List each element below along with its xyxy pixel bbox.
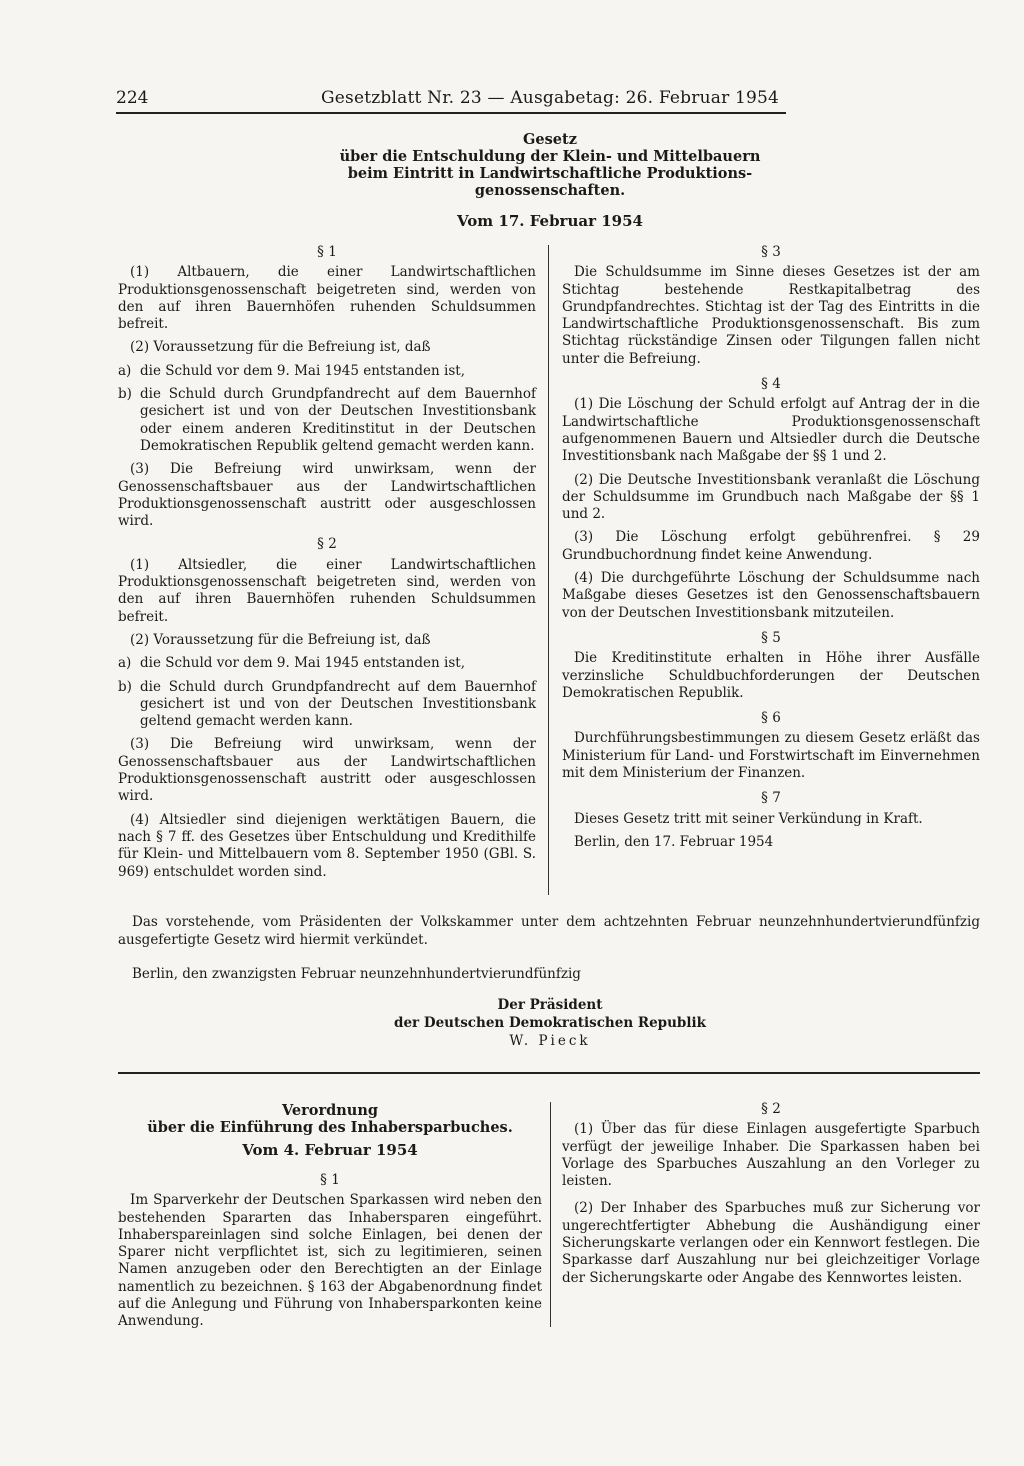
- promulgation-date: Berlin, den zwanzigsten Februar neunzehnhundertvierundfünfzig: [132, 966, 581, 982]
- law-s7-heading: § 7: [761, 790, 781, 807]
- law-s1-item-a: [118, 363, 536, 380]
- ordinance-title: Verordnung: [282, 1102, 378, 1119]
- law-s2-item-b-text: die Schuld durch Grundpfandrecht auf dem Bauernhof gesichert ist und von der Deutschen Investitionsbank geltend gemacht werden kann.: [140, 678, 536, 730]
- law-place-date: Berlin, den 17. Februar 1954: [574, 833, 774, 850]
- law-s5-heading: § 5: [761, 629, 781, 646]
- law-s2-p4: (4) Altsiedler sind diejenigen werktätigen Bauern, die nach § 7 ff. des Gesetzes über Entschuldung und Kredithilfe für Klein- und Mittelbauern vom 8. September 1950 (GBl. S. 969) entschuldet worden sind.: [118, 811, 536, 880]
- law-s4-heading: § 4: [761, 376, 781, 393]
- law-s2-p3: (3) Die Befreiung wird unwirksam, wenn der Genossenschaftsbauer aus der Landwirtschaftlichen Produktionsgenossenschaft austritt oder ausgeschlossen wird.: [118, 736, 536, 805]
- law-subtitle-line-1: über die Entschuldung der Klein- und Mittelbauern: [339, 148, 761, 165]
- ordinance-left-column: [118, 1168, 542, 1337]
- ordinance-date: Vom 4. Februar 1954: [242, 1141, 418, 1159]
- law-title: Gesetz: [523, 131, 577, 148]
- law-s2-item-a-text: die Schuld vor dem 9. Mai 1945 entstanden ist,: [140, 655, 465, 672]
- law-s3-heading: § 3: [761, 244, 781, 260]
- law-s4-p4: (4) Die durchgeführte Löschung der Schuldsumme nach Maßgabe dieses Gesetzes ist den Genossenschaftsbauern von der Deutschen Investitionsbank mitzuteilen.: [562, 570, 980, 621]
- law-s1-p2: (2) Voraussetzung für die Befreiung ist, daß: [130, 339, 431, 356]
- law-s1-heading: § 1: [317, 244, 337, 260]
- law-s2-p1: (1) Altsiedler, die einer Landwirtschaftlichen Produktionsgenossenschaft beigetreten sind, werden von den auf ihren Bauernhöfen ruhenden Schuldsummen befreit.: [118, 556, 536, 625]
- ordinance-right-column: [562, 1097, 980, 1293]
- law-s6-heading: § 6: [761, 710, 781, 727]
- ordinance-s1-p1: Im Sparverkehr der Deutschen Sparkassen wird neben den bestehenden Spararten das Inhabersparen eingeführt. Inhaberspareinlagen sind solche Einlagen, bei denen der Sparer nicht verpflichtet ist, sich zu legitimieren, seinen Namen anzugeben oder den Berechtigten an der Einlage namentlich zu bezeichnen. § 163 der Abgabenordnung findet auf die Anlegung und Führung von Inhabersparkonten keine Anwendung.: [118, 1192, 542, 1330]
- ordinance-s2-heading: § 2: [761, 1101, 781, 1117]
- law-s4-p2: (2) Die Deutsche Investitionsbank veranlaßt die Löschung der Schuldsumme im Grundbuch nach Maßgabe der §§ 1 und 2.: [562, 471, 980, 523]
- law-s2-heading: § 2: [317, 536, 337, 553]
- law-s2-p2: (2) Voraussetzung für die Befreiung ist, daß: [130, 631, 431, 648]
- law-s4-p1: (1) Die Löschung der Schuld erfolgt auf Antrag der in die Landwirtschaftliche Produktionsgenossenschaft aufgenommenen Bauern und Altsiedler durch die Deutsche Investitionsbank nach Maßgabe der §§ 1 und 2.: [562, 396, 980, 465]
- law-date: Vom 17. Februar 1954: [457, 212, 643, 230]
- ordinance-s2-p1: (1) Über das für diese Einlagen ausgefertigte Sparbuch verfügt der jeweilige Inhaber. Die Sparkassen haben bei Vorlage des Sparbuches Auszahlung an den Vorleger zu leisten.: [562, 1121, 980, 1190]
- law-s4-p3: (3) Die Löschung erfolgt gebührenfrei. § 29 Grundbuchordnung findet keine Anwendung.: [562, 529, 980, 563]
- section-separator: [118, 1072, 980, 1074]
- ordinance-column-divider: [550, 1102, 551, 1327]
- law-s6-p1: Durchführungsbestimmungen zu diesem Gesetz erläßt das Ministerium für Land- und Forstwirtschaft im Einvernehmen mit dem Ministerium der Finanzen.: [562, 730, 980, 782]
- law-s2-item-b: [118, 679, 536, 731]
- ordinance-subtitle: über die Einführung des Inhabersparbuches.: [147, 1119, 513, 1136]
- ordinance-s2-p2: (2) Der Inhaber des Sparbuches muß zur Sicherung vor ungerechtfertigter Abhebung die Aushändigung einer Sicherungskarte verlangen oder ein Kennwort festlegen. Die Sparkasse darf Auszahlung nur bei gleichzeitiger Vorlage der Sicherungskarte oder Angabe des Kennwortes leisten.: [562, 1200, 980, 1286]
- law-s2-item-a-label: a): [118, 655, 132, 672]
- law-right-column: [562, 240, 980, 857]
- law-s2-item-a: [118, 655, 536, 672]
- law-s3-p1: Die Schuldsumme im Sinne dieses Gesetzes ist der am Stichtag bestehende Restkapitalbetrag des Grundpfandrechtes. Stichtag ist der Tag des Eintritts in die Landwirtschaftliche Produktionsgenossenschaft. Bis zum Stichtag rückständige Zinsen oder Tilgungen fallen nicht unter die Befreiung.: [562, 264, 980, 367]
- ordinance-s1-heading: § 1: [320, 1172, 340, 1188]
- signer-name: W. Pieck: [509, 1033, 591, 1049]
- law-s1-item-a-text: die Schuld vor dem 9. Mai 1945 entstanden ist,: [140, 362, 465, 379]
- law-s1-item-a-label: a): [118, 362, 132, 379]
- law-s1-item-b-label: b): [118, 386, 132, 403]
- column-divider: [548, 245, 549, 895]
- law-s1-p1: (1) Altbauern, die einer Landwirtschaftlichen Produktionsgenossenschaft beigetreten sind, werden von den auf ihren Bauernhöfen ruhenden Schuldsummen befreit.: [118, 264, 536, 333]
- signature-block: [320, 996, 780, 1050]
- law-title-block: [300, 131, 800, 199]
- page-number: 224: [116, 88, 149, 108]
- law-subtitle-line-2: beim Eintritt in Landwirtschaftliche Produktions-: [347, 165, 753, 182]
- law-s1-p3: (3) Die Befreiung wird unwirksam, wenn der Genossenschaftsbauer aus der Landwirtschaftlichen Produktionsgenossenschaft austritt oder ausgeschlossen wird.: [118, 461, 536, 530]
- law-subtitle-line-3: genossenschaften.: [474, 182, 626, 199]
- law-s2-item-b-label: b): [118, 678, 132, 695]
- law-s7-p1: Dieses Gesetz tritt mit seiner Verkündung in Kraft.: [574, 810, 923, 827]
- signer-title-2: der Deutschen Demokratischen Republik: [394, 1015, 706, 1031]
- law-s1-item-b: [118, 386, 536, 455]
- running-header: [116, 88, 786, 114]
- law-s1-item-b-text: die Schuld durch Grundpfandrecht auf dem Bauernhof gesichert ist und von der Deutschen Investitionsbank oder einem anderen Kreditinstitut in der Deutschen Demokratischen Republik geltend gemacht werden kann.: [140, 386, 536, 454]
- law-left-column: [118, 240, 536, 887]
- signer-title-1: Der Präsident: [497, 997, 603, 1013]
- ordinance-title-block: [118, 1102, 542, 1159]
- law-s5-p1: Die Kreditinstitute erhalten in Höhe ihrer Ausfälle verzinsliche Schuldbuchforderungen der Deutschen Demokratischen Republik.: [562, 650, 980, 701]
- header-title: Gesetzblatt Nr. 23 — Ausgabetag: 26. Februar 1954: [321, 88, 780, 108]
- promulgation-text: Das vorstehende, vom Präsidenten der Volkskammer unter dem achtzehnten Februar neunzehnhundertvierundfünfzig ausgefertigte Gesetz wird hiermit verkündet.: [118, 914, 980, 948]
